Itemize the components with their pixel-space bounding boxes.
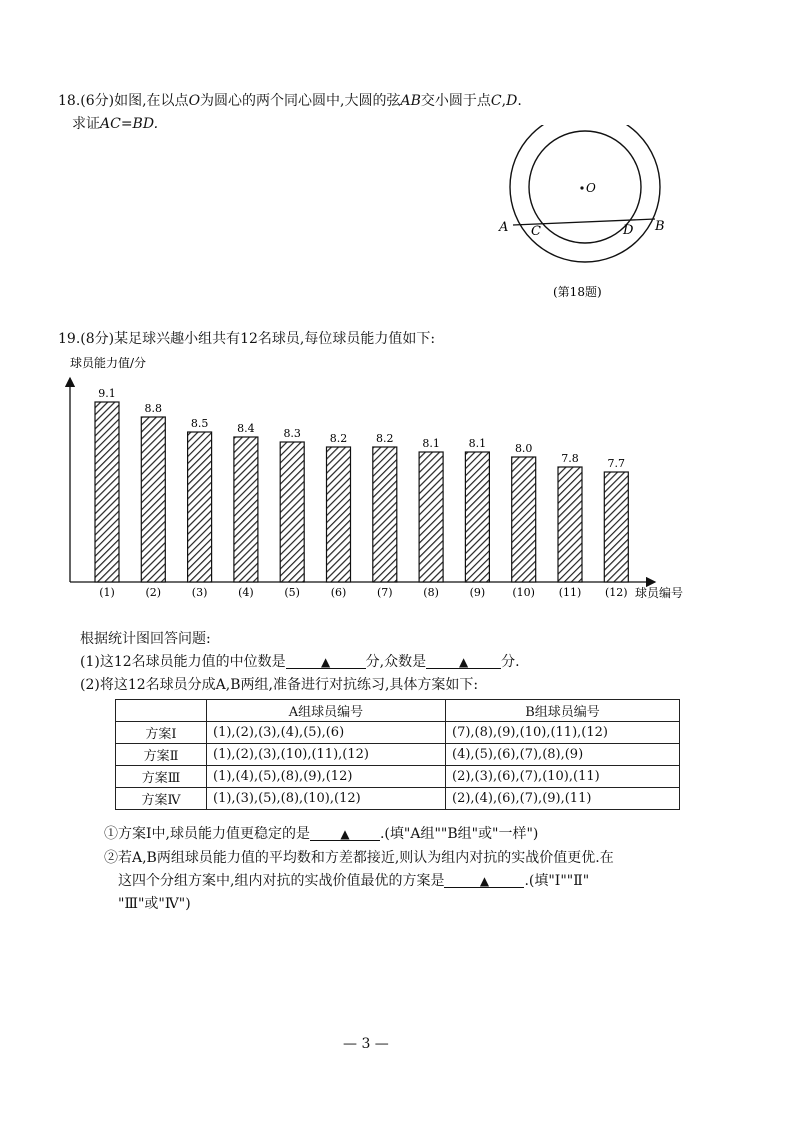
q18-point-c: C — [490, 93, 502, 109]
bar — [419, 452, 443, 582]
q19-number: 19. — [58, 331, 81, 347]
bar-value-label: 7.8 — [561, 452, 579, 465]
x-tick-label: (7) — [377, 586, 393, 599]
plan-b-players: (7),(8),(9),(10),(11),(12) — [446, 722, 680, 744]
q19-bar-chart — [60, 350, 700, 605]
q19-sub2-line1: ②若A,B两组球员能力值的平均数和方差都接近,则认为组内对抗的实战价值更优.在 — [104, 850, 614, 866]
plan-a-players: (1),(4),(5),(8),(9),(12) — [207, 766, 446, 788]
table-row — [116, 744, 680, 766]
q19-sub1 — [104, 825, 538, 843]
q18-proof-prefix: 求证 — [72, 116, 100, 132]
q19-part1 — [80, 653, 520, 671]
table-row — [116, 722, 680, 744]
q18-point-o: O — [188, 93, 201, 109]
bar — [280, 442, 304, 582]
label-b: B — [655, 219, 665, 234]
bar-value-label: 8.2 — [376, 432, 394, 445]
large-circle — [510, 125, 660, 262]
x-tick-label: (1) — [99, 586, 115, 599]
plan-a-players: (1),(2),(3),(4),(5),(6) — [207, 722, 446, 744]
center-point — [580, 186, 583, 189]
label-d: D — [623, 223, 634, 238]
q18-figure — [495, 125, 685, 310]
best-plan-blank-mark: ▲ — [479, 874, 490, 888]
plan-table-header — [116, 700, 680, 722]
q18-chord-ab: AB — [400, 93, 421, 109]
plan-header-b: B组球员编号 — [446, 700, 680, 722]
bar-value-label: 8.1 — [422, 437, 440, 450]
q19-part1-text-b: 分,众数是 — [365, 654, 427, 670]
label-c: C — [531, 224, 541, 239]
bar-value-label: 9.1 — [98, 387, 116, 400]
y-axis-label: 球员能力值/分 — [70, 356, 147, 370]
q18-period: . — [517, 93, 522, 109]
x-tick-label: (6) — [330, 586, 347, 599]
q18-point-d: D — [506, 93, 518, 109]
q18-caption: (第18题) — [553, 285, 602, 299]
bar-value-label: 8.3 — [283, 427, 301, 440]
median-answer-blank[interactable] — [286, 653, 366, 669]
q18-line1 — [58, 92, 522, 110]
q19-sub2-line2 — [118, 872, 589, 890]
x-tick-label: (8) — [423, 586, 439, 599]
q18-text3: 交小圆于点 — [420, 93, 491, 109]
bar — [327, 447, 351, 582]
bar — [95, 402, 119, 582]
q19-prompt: 根据统计图回答问题: — [80, 631, 211, 647]
plan-header-blank — [116, 700, 207, 722]
q18-comma: , — [501, 93, 507, 109]
plan-b-players: (2),(3),(6),(7),(10),(11) — [446, 766, 680, 788]
plan-a-players: (1),(2),(3),(10),(11),(12) — [207, 744, 446, 766]
best-plan-blank[interactable] — [444, 872, 524, 888]
bar — [512, 457, 536, 582]
label-a: A — [499, 220, 509, 235]
q18-points: (6分) — [80, 93, 115, 109]
x-tick-label: (3) — [191, 586, 208, 599]
x-tick-label: (12) — [605, 586, 628, 599]
chart-bars — [95, 387, 628, 599]
bar-value-label: 8.2 — [329, 432, 348, 445]
x-tick-label: (2) — [145, 586, 162, 599]
bar — [604, 472, 628, 582]
stable-group-blank[interactable] — [310, 825, 380, 841]
x-axis-label: 球员编号 — [635, 586, 684, 600]
bar-value-label: 8.0 — [514, 442, 533, 455]
plan-table — [115, 699, 680, 810]
plan-a-players: (1),(3),(5),(8),(10),(12) — [207, 788, 446, 810]
q19-part1-text-a: (1)这12名球员能力值的中位数是 — [80, 654, 286, 670]
x-tick-label: (11) — [558, 586, 582, 599]
median-blank-mark: ▲ — [321, 655, 331, 669]
x-tick-label: (5) — [284, 586, 300, 599]
bar — [188, 432, 212, 582]
plan-name: 方案Ⅱ — [116, 744, 207, 766]
bar-value-label: 8.1 — [468, 437, 487, 450]
q18-proof — [72, 115, 158, 133]
bar — [465, 452, 489, 582]
bar-value-label: 7.7 — [607, 457, 626, 470]
q19-intro: 某足球兴趣小组共有12名球员,每位球员能力值如下: — [114, 331, 436, 347]
q18-text2: 为圆心的两个同心圆中,大圆的弦 — [200, 93, 401, 109]
x-tick-label: (10) — [512, 586, 535, 599]
q19-sub1-text-a: ①方案Ⅰ中,球员能力值更稳定的是 — [104, 826, 310, 842]
q18-proof-eq: AC=BD. — [100, 116, 159, 132]
q18-number: 18. — [58, 93, 81, 109]
bar-value-label: 8.8 — [144, 402, 163, 415]
bar-value-label: 8.4 — [237, 422, 255, 435]
plan-header-a: A组球员编号 — [207, 700, 446, 722]
plan-name: 方案Ⅲ — [116, 766, 207, 788]
plan-b-players: (2),(4),(6),(7),(9),(11) — [446, 788, 680, 810]
mode-answer-blank[interactable] — [426, 653, 501, 669]
label-o: O — [586, 181, 596, 195]
x-tick-label: (9) — [469, 586, 486, 599]
page-number: — 3 — — [343, 1036, 389, 1052]
mode-blank-mark: ▲ — [458, 655, 469, 669]
bar-value-label: 8.5 — [190, 417, 209, 430]
plan-name: 方案Ⅳ — [116, 788, 207, 810]
plan-b-players: (4),(5),(6),(7),(8),(9) — [446, 744, 680, 766]
q19-points: (8分) — [80, 331, 115, 347]
bar — [558, 467, 582, 582]
stable-blank-mark: ▲ — [340, 827, 350, 841]
bar — [234, 437, 258, 582]
q18-text1: 如图,在以点 — [114, 93, 189, 109]
q19-sub2-text-a: 这四个分组方案中,组内对抗的实战价值最优的方案是 — [118, 873, 445, 889]
table-row — [116, 788, 680, 810]
q19-sub2-text-b: .(填"Ⅰ""Ⅱ" — [524, 873, 590, 889]
plan-name: 方案Ⅰ — [116, 722, 207, 744]
q19-part2: (2)将这12名球员分成A,B两组,准备进行对抗练习,具体方案如下: — [80, 677, 479, 693]
x-tick-label: (4) — [238, 586, 254, 599]
bar — [373, 447, 397, 582]
q19-part1-text-c: 分. — [501, 654, 520, 670]
q19-sub2-line3: "Ⅲ"或"Ⅳ") — [118, 896, 191, 912]
q19-sub1-text-b: .(填"A组""B组"或"一样") — [379, 826, 539, 842]
table-row — [116, 766, 680, 788]
bar — [141, 417, 165, 582]
q19-intro-line — [58, 330, 435, 348]
